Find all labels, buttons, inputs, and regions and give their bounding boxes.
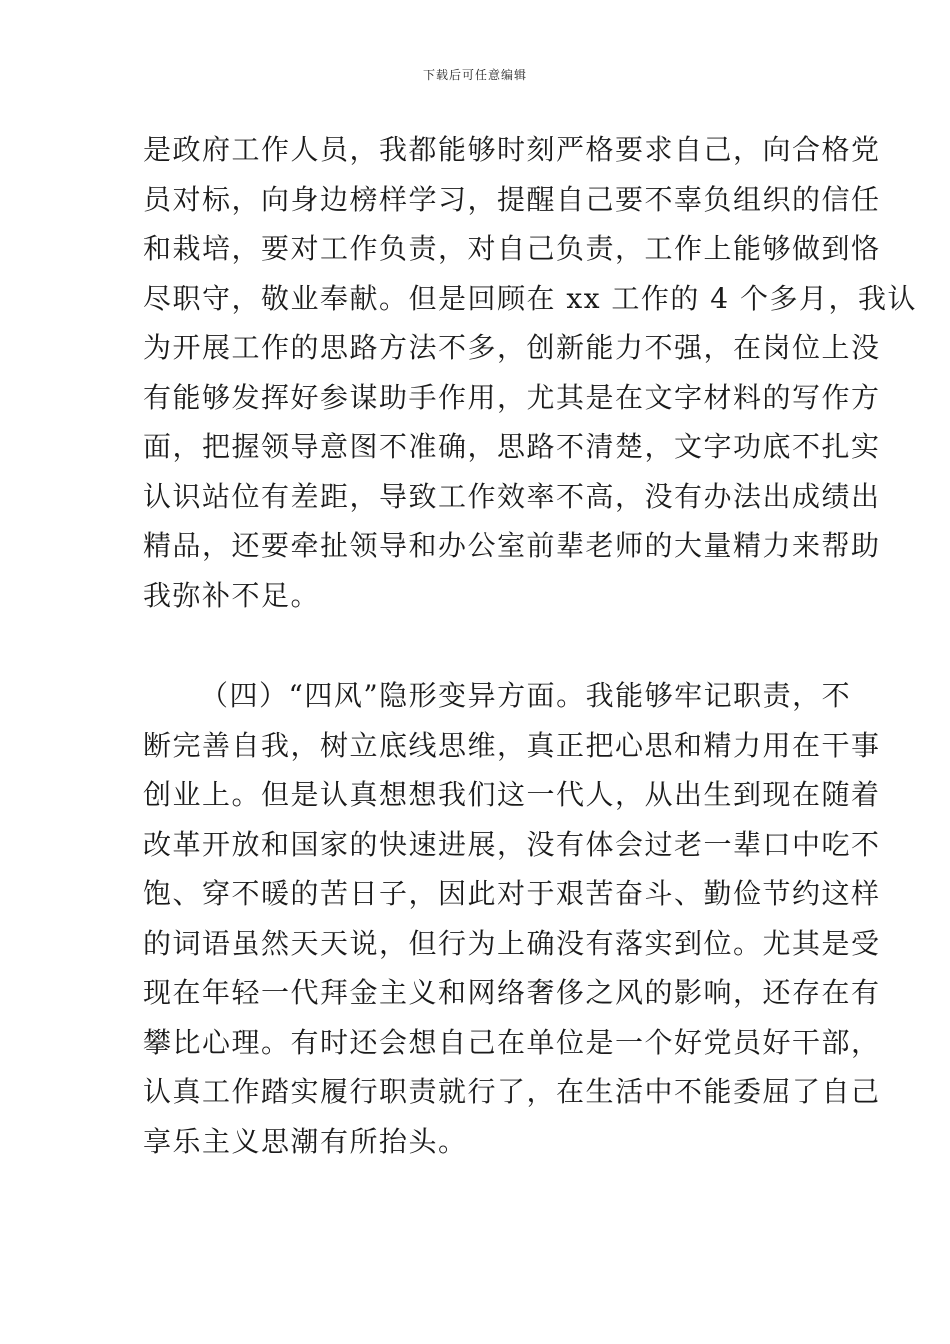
header-note: 下载后可任意编辑 [422,68,527,82]
paragraph-line: 认真工作踏实履行职责就行了，在生活中不能委屈了自己 [143,1075,881,1108]
paragraph-line: 精品，还要牵扯领导和办公室前辈老师的大量精力来帮助 [143,529,881,562]
paragraph-line: 为开展工作的思路方法不多，创新能力不强，在岗位上没 [143,331,881,364]
paragraph-line: 创业上。但是认真想想我们这一代人，从出生到现在随着 [143,778,881,811]
paragraph-line: 饱、穿不暖的苦日子，因此对于艰苦奋斗、勤俭节约这样 [143,877,881,910]
paragraph-line: 尽职守，敬业奉献。但是回顾在 xx 工作的 4 个多月，我认 [143,282,918,315]
paragraph-line: 的词语虽然天天说，但行为上确没有落实到位。尤其是受 [143,927,881,960]
paragraph-line: 我弥补不足。 [143,579,321,612]
paragraph-line: 改革开放和国家的快速进展，没有体会过老一辈口中吃不 [143,828,881,861]
paragraph-line: 是政府工作人员，我都能够时刻严格要求自己，向合格党 [143,133,881,166]
paragraph-line: 攀比心理。有时还会想自己在单位是一个好党员好干部， [143,1026,881,1059]
paragraph-line: 认识站位有差距，导致工作效率不高，没有办法出成绩出 [143,480,881,513]
paragraph-line: 享乐主义思潮有所抬头。 [143,1125,468,1158]
paragraph-line: （四）“四风”隐形变异方面。我能够牢记职责，不 [200,679,852,712]
paragraph-line: 面，把握领导意图不准确，思路不清楚，文字功底不扎实 [143,430,881,463]
paragraph-line: 现在年轻一代拜金主义和网络奢侈之风的影响，还存在有 [143,976,881,1009]
paragraph-line: 员对标，向身边榜样学习，提醒自己要不辜负组织的信任 [143,183,881,216]
paragraph-line: 和栽培，要对工作负责，对自己负责，工作上能够做到恪 [143,232,881,265]
paragraph-line: 断完善自我，树立底线思维，真正把心思和精力用在干事 [143,729,881,762]
paragraph-line: 有能够发挥好参谋助手作用，尤其是在文字材料的写作方 [143,381,881,414]
